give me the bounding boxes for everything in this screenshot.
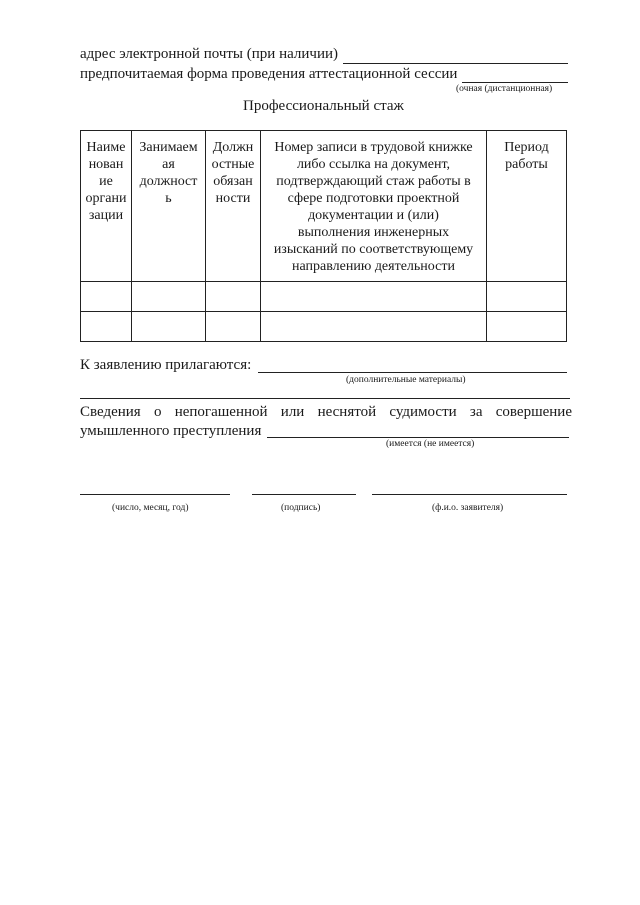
table-cell[interactable] [81, 312, 132, 342]
date-field[interactable] [80, 494, 230, 495]
table-row [81, 282, 567, 312]
attachments-hint: (дополнительные материалы) [346, 375, 466, 385]
conviction-hint: (имеется (не имеется) [386, 439, 475, 449]
table-row [81, 312, 567, 342]
section-title: Профессиональный стаж [243, 98, 404, 114]
table-cell[interactable] [487, 282, 567, 312]
attachments-field-continued[interactable] [80, 398, 570, 399]
table-cell[interactable] [487, 312, 567, 342]
conviction-line1: Сведения о непогашенной или неснятой судимости за совершение [80, 404, 572, 420]
session-form-hint: (очная (дистанционная) [456, 84, 553, 94]
applicant-name-field[interactable] [372, 494, 567, 495]
header-position: Занимаем ая должност ь [132, 131, 206, 282]
conviction-field[interactable] [267, 437, 569, 438]
applicant-name-hint: (ф.и.о. заявителя) [432, 503, 504, 513]
header-organization: Наиме нован ие органи зации [81, 131, 132, 282]
table-header-row [81, 131, 567, 282]
header-record-number: Номер записи в трудовой книжке либо ссылка на документ, подтверждающий стаж работы в сфере подготовки проектной документации и (или) выполнения инженерных изысканий по соответствующему направлению деятельности [261, 131, 487, 282]
email-field[interactable] [343, 63, 568, 64]
header-work-period: Период работы [487, 131, 567, 282]
table-cell[interactable] [261, 282, 487, 312]
table-cell[interactable] [206, 282, 261, 312]
attachments-field[interactable] [258, 372, 567, 373]
table-cell[interactable] [132, 282, 206, 312]
table-cell[interactable] [81, 282, 132, 312]
table-cell[interactable] [261, 312, 487, 342]
experience-table [80, 130, 567, 342]
date-hint: (число, месяц, год) [112, 503, 189, 513]
table-cell[interactable] [132, 312, 206, 342]
session-form-label: предпочитаемая форма проведения аттестационной сессии [80, 66, 458, 82]
session-form-field[interactable] [462, 82, 568, 83]
header-duties: Должн остные обязан ности [206, 131, 261, 282]
email-label: адрес электронной почты (при наличии) [80, 46, 338, 62]
signature-field[interactable] [252, 494, 356, 495]
signature-hint: (подпись) [281, 503, 321, 513]
conviction-line2: умышленного преступления [80, 423, 262, 439]
table-cell[interactable] [206, 312, 261, 342]
attachments-label: К заявлению прилагаются: [80, 357, 252, 373]
